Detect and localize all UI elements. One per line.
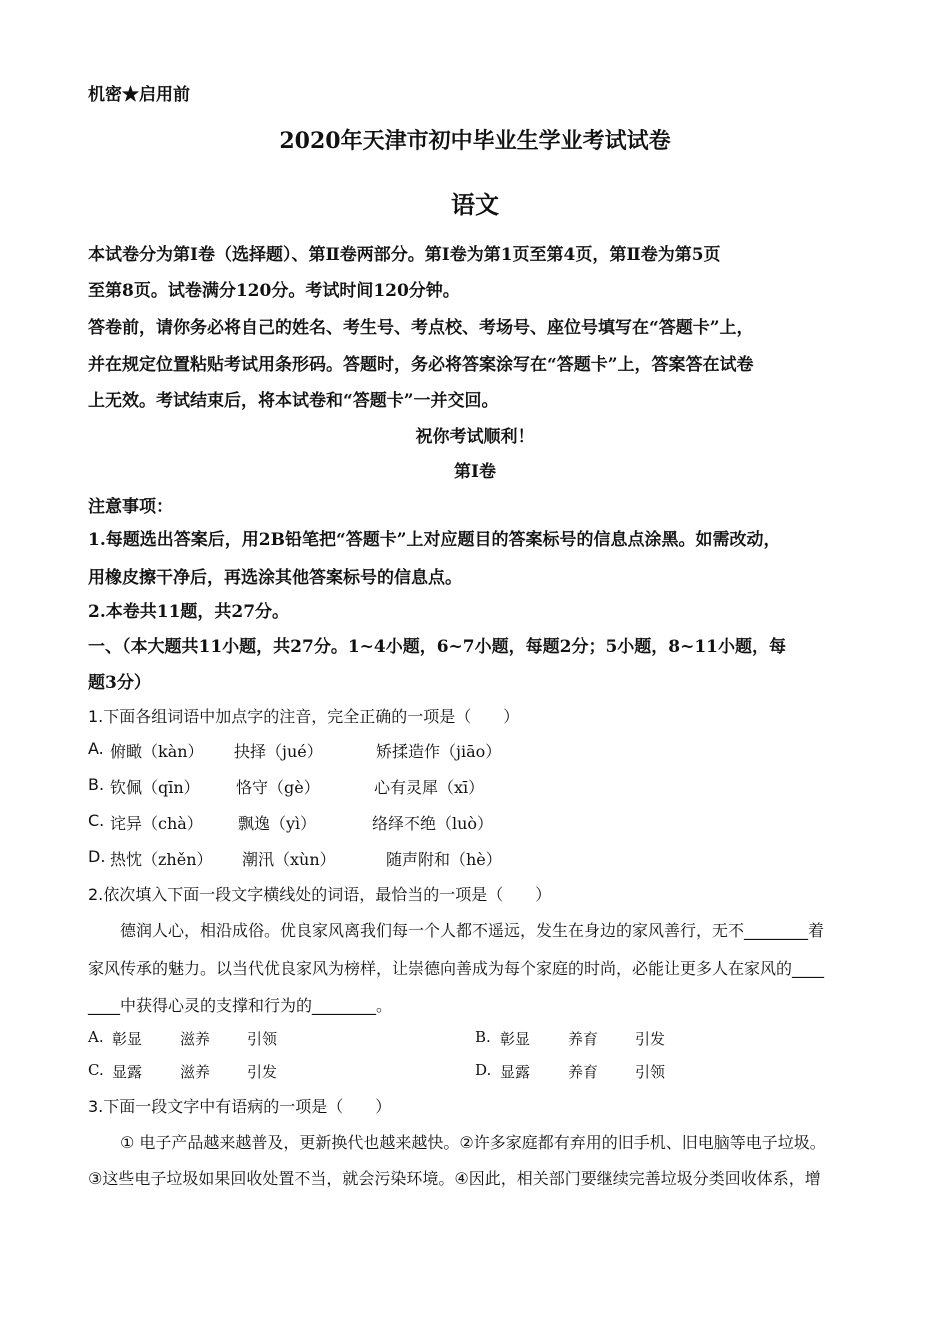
option-word: 滋养 xyxy=(180,1030,211,1048)
question-number: 1. xyxy=(88,707,104,726)
option-word: 养育 xyxy=(568,1030,599,1048)
part-heading: 一、（本大题共11小题，共27分。1~4小题，6~7小题，每题2分；5小题，8~11小题，每 xyxy=(88,637,787,657)
question-3-passage-line: ① 电子产品越来越普及，更新换代也越来越快。②许多家庭都有弃用的旧手机、旧电脑等电子垃圾。 xyxy=(120,1133,826,1152)
option-label: C. xyxy=(88,811,105,830)
question-text: 下面一段文字中有语病的一项是（ ） xyxy=(103,1097,392,1116)
question-2-passage-line: 家风传承的魅力。以当代优良家风为榜样，让崇德向善成为每个家庭的时尚，必能让更多人在家风的____ xyxy=(88,959,825,978)
question-text: 依次填入下面一段文字横线处的词语，最恰当的一项是（ ） xyxy=(103,885,552,904)
option-word: 引发 xyxy=(247,1063,278,1081)
option-word: 飘逸（yì） xyxy=(238,814,317,833)
notes-title: 注意事项： xyxy=(88,497,173,517)
option-word: 随声附和（hè） xyxy=(386,850,502,869)
part-heading: 题3分） xyxy=(88,673,151,693)
option-word: 矫揉造作（jiāo） xyxy=(376,742,502,761)
option-label: B. xyxy=(475,1028,491,1046)
option-word: 彰显 xyxy=(112,1030,143,1048)
option-word: 滋养 xyxy=(180,1063,211,1081)
wish-text: 祝你考试顺利！ xyxy=(415,427,535,447)
option-word: 显露 xyxy=(500,1063,531,1081)
section-heading: 第Ⅰ卷 xyxy=(454,462,496,482)
option-word: 恪守（gè） xyxy=(236,778,320,797)
question-text: 下面各组词语中加点字的注音，完全正确的一项是（ ） xyxy=(103,707,520,726)
option-word: 钦佩（qīn） xyxy=(110,778,200,797)
option-label: A. xyxy=(88,739,104,758)
option-word: 诧异（chà） xyxy=(110,814,203,833)
option-label: D. xyxy=(88,847,106,866)
intro-line: 答卷前，请你务必将自己的姓名、考生号、考点校、考场号、座位号填写在“答题卡”上， xyxy=(88,318,754,338)
question-1-stem xyxy=(88,704,519,727)
question-2-passage-line: ____中获得心灵的支撑和行为的________。 xyxy=(88,996,393,1015)
option-word: 潮汛（xùn） xyxy=(242,850,336,869)
option-word: 彰显 xyxy=(500,1030,531,1048)
subject-title: 语文 xyxy=(451,190,499,219)
question-number: 2. xyxy=(88,885,104,904)
option-label: D. xyxy=(475,1061,492,1079)
intro-line: 本试卷分为第Ⅰ卷（选择题）、第Ⅱ卷两部分。第Ⅰ卷为第1页至第4页，第Ⅱ卷为第5页 xyxy=(88,245,721,265)
exam-title: 2020年天津市初中毕业生学业考试试卷 xyxy=(279,128,671,154)
note-line: 用橡皮擦干净后，再选涂其他答案标号的信息点。 xyxy=(88,568,462,588)
note-line: 2.本卷共11题，共27分。 xyxy=(88,602,290,622)
intro-line: 并在规定位置粘贴考试用条形码。答题时，务必将答案涂写在“答题卡”上，答案答在试卷 xyxy=(88,355,754,375)
question-3-stem xyxy=(88,1094,391,1117)
option-label: C. xyxy=(88,1061,104,1079)
question-2-stem xyxy=(88,882,551,905)
option-word: 络绎不绝（luò） xyxy=(372,814,494,833)
option-word: 俯瞰（kàn） xyxy=(110,742,204,761)
option-word: 引领 xyxy=(635,1063,666,1081)
intro-line: 上无效。考试结束后，将本试卷和“答题卡”一并交回。 xyxy=(88,391,499,411)
option-label: A. xyxy=(88,1028,104,1046)
intro-line: 至第8页。试卷满分120分。考试时间120分钟。 xyxy=(88,281,460,301)
option-word: 引发 xyxy=(635,1030,666,1048)
option-label: B. xyxy=(88,775,105,794)
option-word: 引领 xyxy=(247,1030,278,1048)
classification-label: 机密★启用前 xyxy=(88,85,190,105)
option-word: 显露 xyxy=(112,1063,143,1081)
option-word: 热忱（zhěn） xyxy=(110,850,213,869)
question-number: 3. xyxy=(88,1097,104,1116)
option-word: 抉择（jué） xyxy=(234,742,323,761)
option-word: 养育 xyxy=(568,1063,599,1081)
question-2-passage-line: 德润人心，相沿成俗。优良家风离我们每一个人都不遥远，发生在身边的家风善行，无不________着 xyxy=(120,921,825,940)
question-3-passage-line: ③这些电子垃圾如果回收处置不当，就会污染环境。④因此，相关部门要继续完善垃圾分类回收体系，增 xyxy=(88,1169,821,1188)
note-line: 1.每题选出答案后，用2B铅笔把“答题卡”上对应题目的答案标号的信息点涂黑。如需改动， xyxy=(88,530,781,550)
option-word: 心有灵犀（xī） xyxy=(374,778,485,797)
